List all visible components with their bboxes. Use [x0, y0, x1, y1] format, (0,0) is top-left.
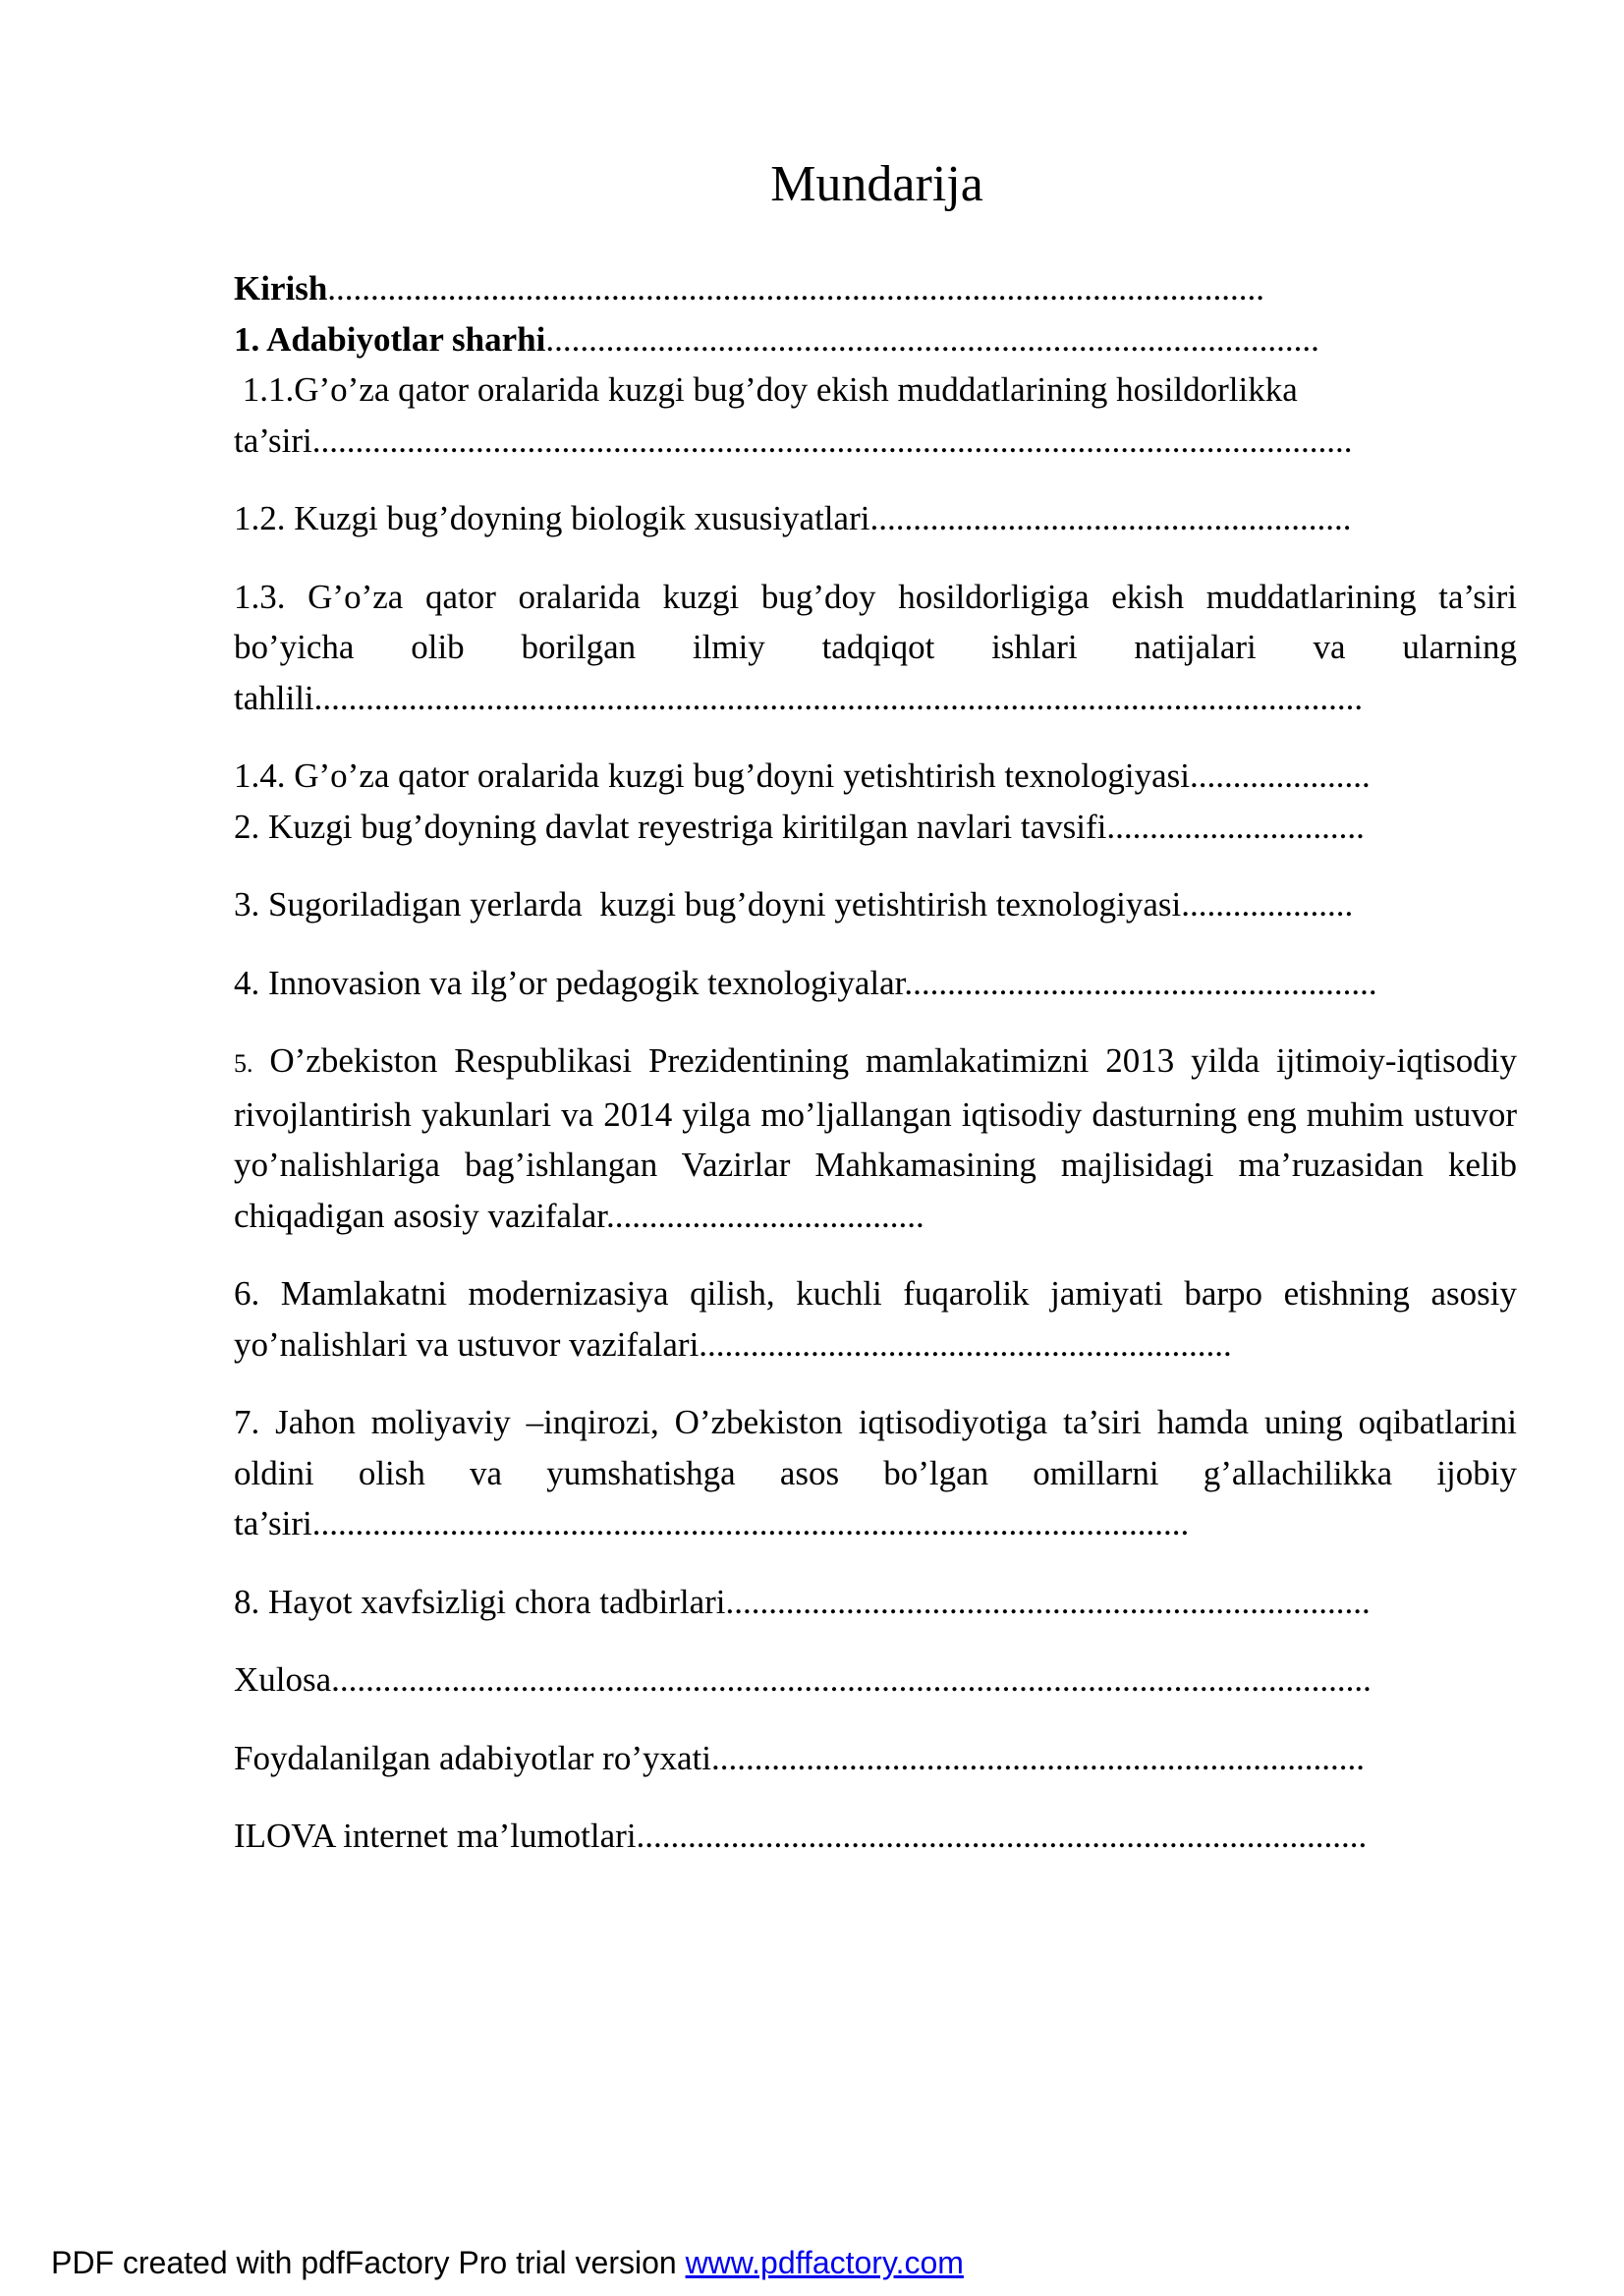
toc-entry-references: Foydalanilgan adabiyotlar ro’yxati............................................................................ [234, 1738, 1365, 1777]
toc-entry-chapter-1 [234, 314, 1517, 365]
toc-entry-xulosa: Xulosa......................................................................................................................... [234, 1660, 1372, 1699]
footer-text: PDF created with pdfFactory Pro trial version [51, 2245, 686, 2280]
table-of-contents [234, 263, 1517, 1862]
toc-entry-chapter-3: 3. Sugoriladigan yerlarda kuzgi bug’doyni yetishtirish texnologiyasi.................... [234, 885, 1354, 924]
toc-entry-chapter-4: 4. Innovasion va ilg’or pedagogik texnologiyalar....................................................... [234, 963, 1377, 1002]
toc-entry-1-2: 1.2. Kuzgi bug’doyning biologik xususiyatlari........................................................ [234, 499, 1352, 537]
toc-leader-dots: .......................................................................................... [545, 319, 1319, 359]
toc-entry-1-1-line2: ta’siri......................................................................................................................... [234, 420, 1353, 460]
toc-entry-chapter-6: 6. Mamlakatni modernizasiya qilish, kuchli fuqarolik jamiyati barpo etishning asosiy yo’nalishlari va ustuvor vazifalari.............................................................. [234, 1274, 1517, 1364]
toc-entry-1-3: 1.3. G’o’za qator oralarida kuzgi bug’doy hosildorligiga ekish muddatlarining ta’siri bo’yicha olib borilgan ilmiy tadqiqot ishlari natijalari va ularning tahlili.......................................................................................................................... [234, 577, 1517, 717]
page-title: Mundarija [770, 156, 983, 212]
toc-entry-chapter-2: 2. Kuzgi bug’doyning davlat reyestriga kiritilgan navlari tavsifi.............................. [234, 807, 1365, 846]
toc-entry-chapter-1-label: 1. Adabiyotlar sharhi [234, 319, 546, 359]
toc-entry-1-1 [234, 364, 1517, 416]
toc-entry-1-1-cont [234, 416, 1517, 467]
toc-entry-chapter-8: 8. Hayot xavfsizligi chora tadbirlari........................................................................... [234, 1582, 1371, 1621]
toc-entry-1-4: 1.4. G’o’za qator oralarida kuzgi bug’doyni yetishtirish texnologiyasi..................... [234, 756, 1371, 795]
toc-entry-chapter-7: 7. Jahon moliyaviy –inqirozi, O’zbekiston iqtisodiyotiga ta’siri hamda uning oqibatlarini oldini olish va yumshatishga asos bo’lgan omillarni g’allachilikka ijobiy ta’siri...................................................................................................... [234, 1403, 1517, 1542]
toc-leader-dots: ............................................................................................................. [327, 269, 1265, 308]
toc-entry-kirish-label: Kirish [234, 269, 328, 308]
toc-entry-chapter-5-text: O’zbekiston Respublikasi Prezidentining mamlakatimizni 2013 yilda ijtimoiy-iqtisodiy rivojlantirish yakunlari va 2014 yilga mo’ljallangan iqtisodiy dasturning eng muhim ustuvor yo’nalishlariga bag’ishlangan Vazirlar Mahkamasining majlisidagi ma’ruzasidan kelib chiqadigan asosiy vazifalar..................................... [234, 1041, 1517, 1235]
toc-entry-kirish [234, 263, 1517, 314]
footer-link[interactable]: www.pdffactory.com [685, 2245, 964, 2280]
toc-entry-chapter-5-number: 5. [234, 1049, 253, 1078]
toc-entry-chapter-5 [234, 1036, 1517, 1241]
pdf-footer [51, 2243, 964, 2282]
toc-entry-appendix: ILOVA internet ma’lumotlari..................................................................................... [234, 1817, 1368, 1855]
toc-entry-1-1-line1: 1.1.G’o’za qator oralarida kuzgi bug’doy ekish muddatlarining hosildorlikka [234, 370, 1298, 409]
